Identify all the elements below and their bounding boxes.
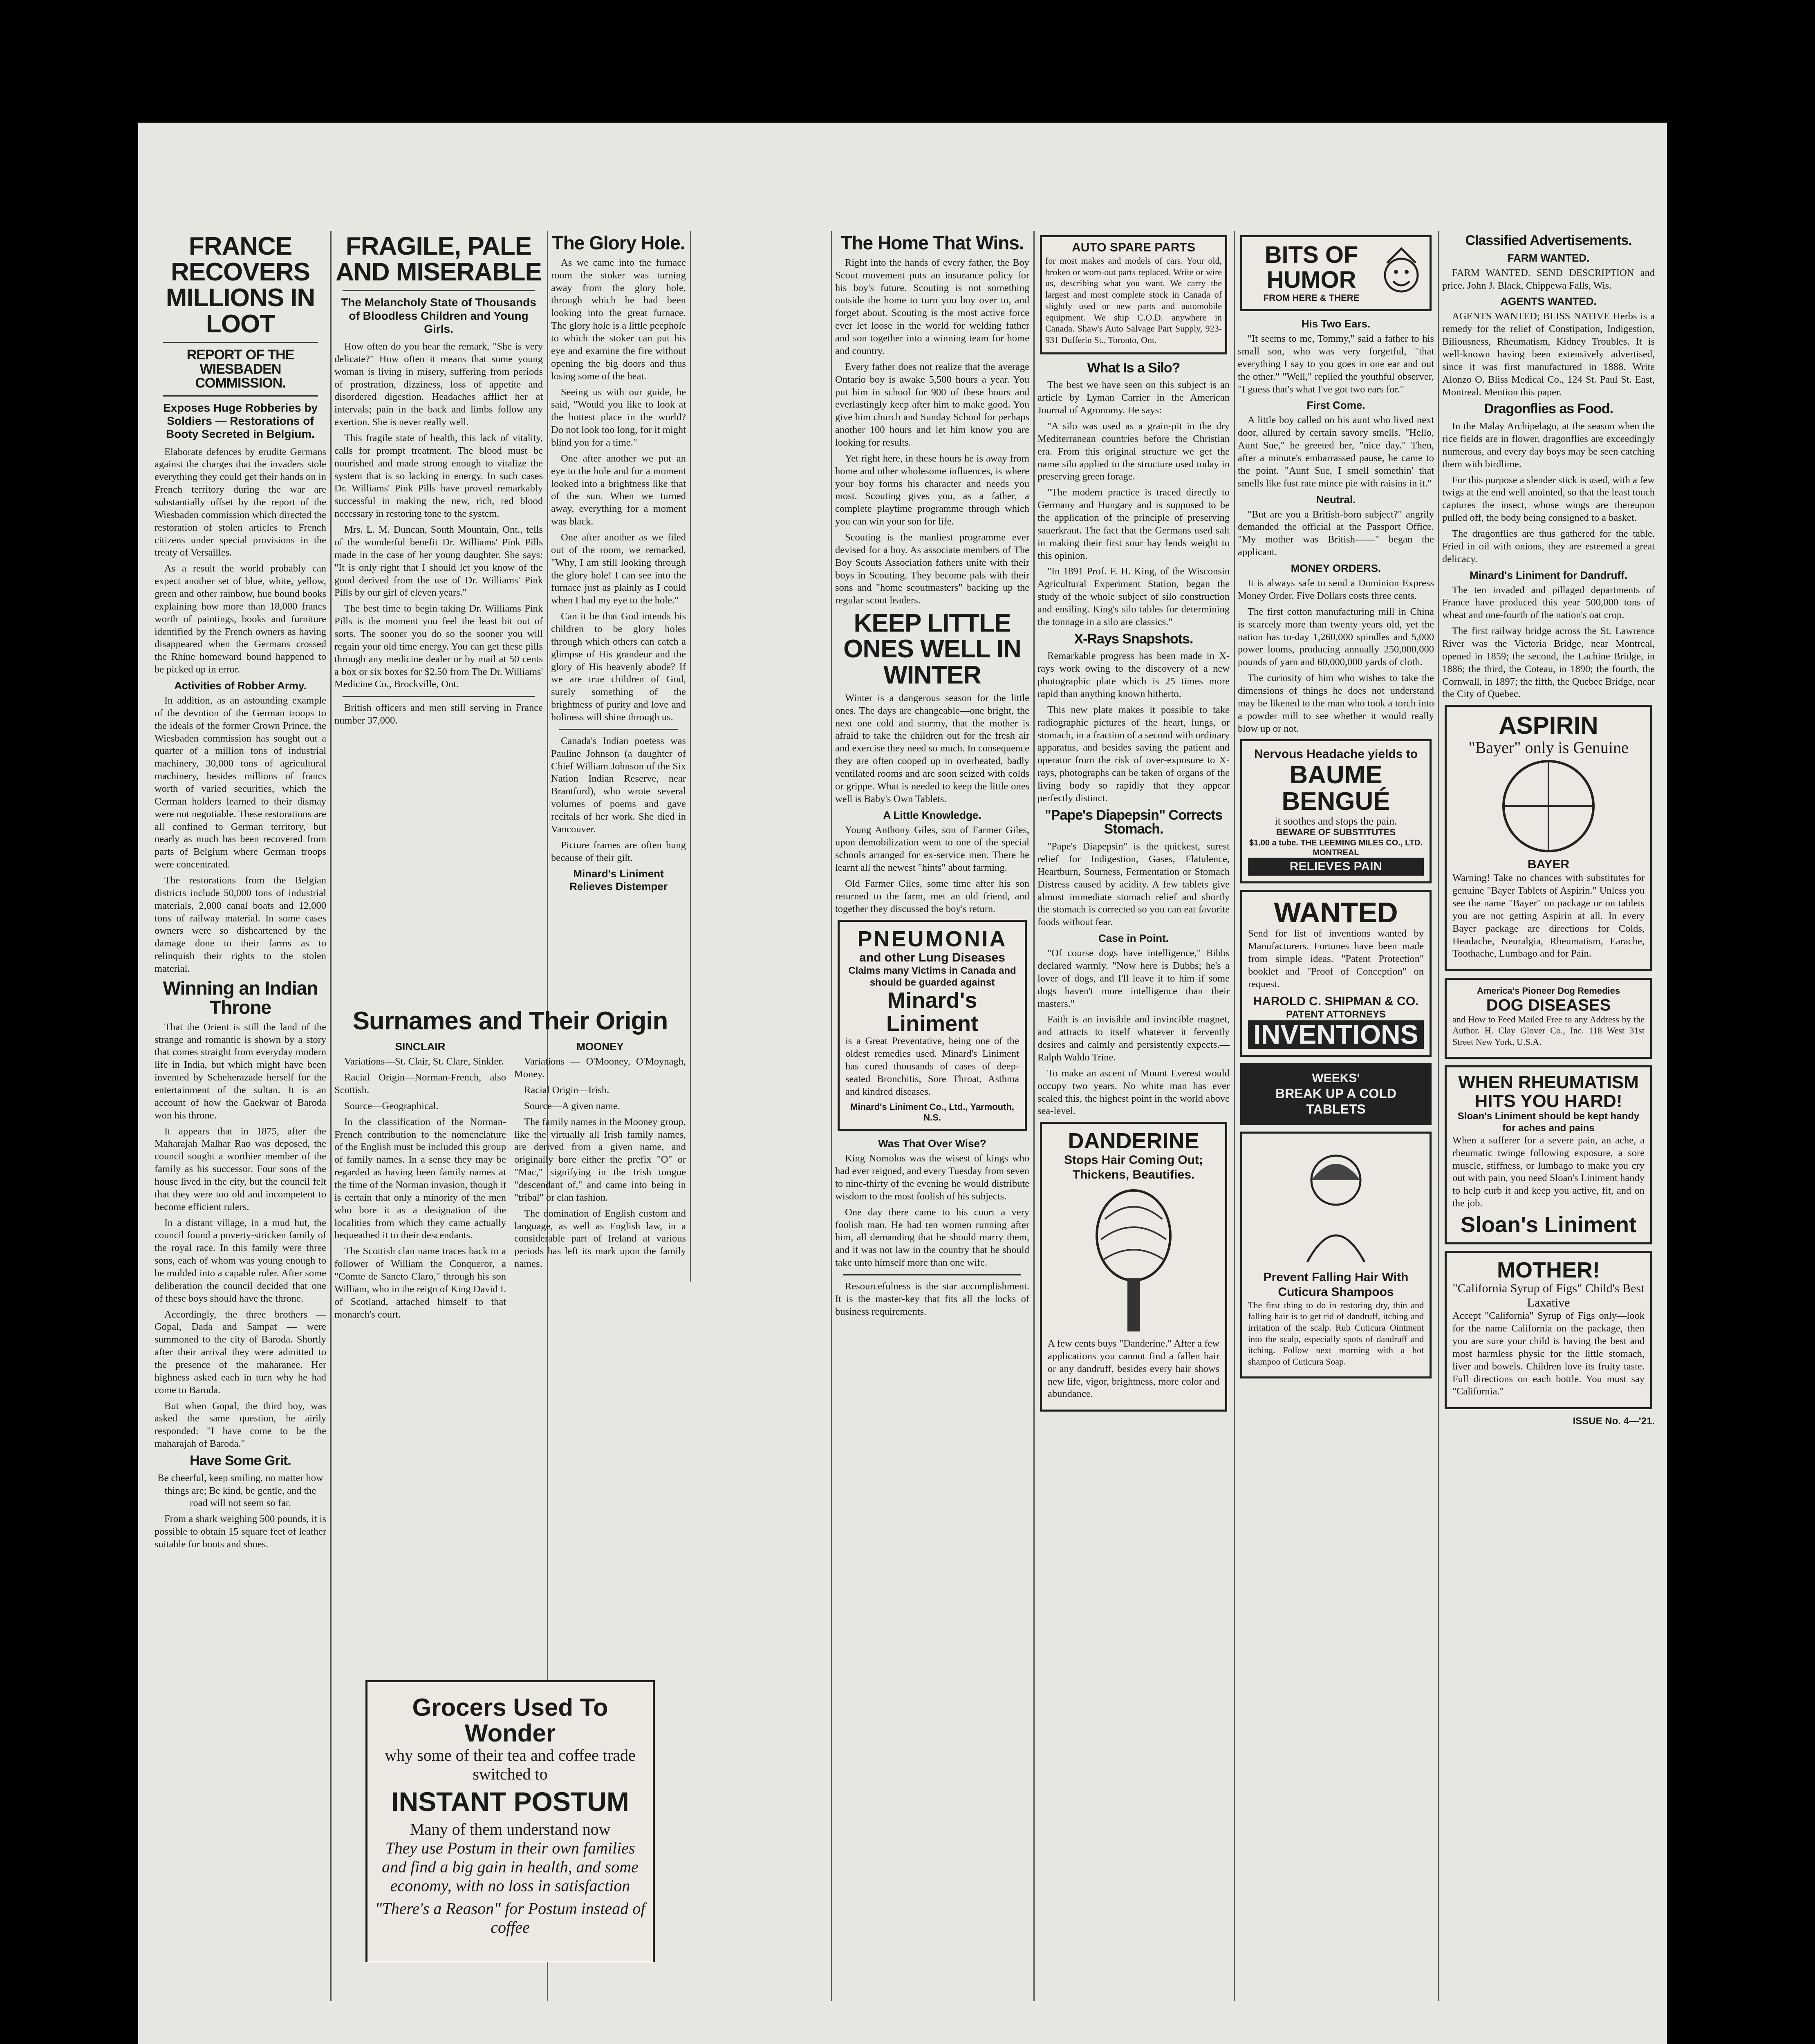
woman-illustration [1275, 1143, 1397, 1266]
ad-text: Warning! Take no chances with substitutes for genuine "Bayer Tablets of Aspirin." Unless you see the name "Bayer" on package or on tablets you are not getting Aspirin at all. In every Bayer package are directions for Colds, Headache, Neuralgia, Rheumatism, Earache, Toothache, Lumbago and for Pain. [1452, 872, 1645, 959]
article-paragraph: One day there came to his court a very foolish man. He had ten women running after him, all demanding that he should marry them, and it was not law in the country that he should take unto himself more than one wife. [835, 1206, 1029, 1269]
classified-section: AGENTS WANTED. [1500, 295, 1597, 308]
headline-surnames: Surnames and Their Origin [352, 1007, 668, 1035]
bits-of-humor-banner [1240, 235, 1432, 311]
deck-fragile: The Melancholy State of Thousands of Bloodless Children and Young Girls. [341, 296, 536, 335]
article-paragraph: Resourcefulness is the star accomplishment. It is the master-key that fits all the locks of business requirements. [835, 1281, 1029, 1317]
headline-diapepsin: "Pape's Diapepsin" Corrects Stomach. [1044, 807, 1223, 837]
article-paragraph: A little boy called on his aunt who lived next door, allured by certain savory smells. "Hello, Aunt Sue," he greeted her, "nice day." Then, after a minute's embarrassed pause, he came to the point. "Aunt Sue, I smell somethin' that smells like fust rate mince pie with raisins in it." [1238, 415, 1434, 489]
ad-text: Nervous Headache yields to [1254, 747, 1418, 761]
ad-text: Sloan's Liniment should be kept handy for aches and pains [1457, 1111, 1640, 1134]
weeks-ad [1240, 1063, 1432, 1125]
newspaper-page [138, 123, 1667, 2044]
column-rule [690, 231, 691, 1282]
article-paragraph: Picture frames are often hung because of their gilt. [551, 839, 686, 863]
article-paragraph: The first railway bridge across the St. Lawrence River was the Victoria Bridge, near Montreal, opened in 1859; the second, the Lachine Bridge, in 1886; the third, the Coteau, in 1890; the fourth, the Cornwall, in 1897; the fifth, the Quebec Bridge, near the City of Quebec. [1442, 625, 1655, 700]
sloans-ad [1445, 1065, 1652, 1244]
ad-text: America's Pioneer Dog Remedies [1477, 986, 1620, 996]
surname-variations: Variations—St. Clair, St. Clare, Sinkler. [344, 1056, 504, 1067]
surnames-article [334, 1006, 686, 1672]
article-paragraph: "But are you a British-born subject?" angrily demanded the official at the Passport Office. "My mother was British——" began the applicant. [1238, 509, 1434, 558]
poem: Be cheerful, keep smiling, no matter how things are; Be kind, be gentle, and the road will not seem so far. [157, 1472, 323, 1509]
article-paragraph: Elaborate defences by erudite Germans against the charges that the invaders stole everything they could get their hands on in French territory during the war are substantially offset by the report of the Wiesbaden commission which directed the restoration of stolen articles to French citizens under special provisions in the treaty of Versailles. [155, 446, 326, 558]
hair-brush-illustration [1072, 1186, 1195, 1334]
ad-text: $1.00 a tube. THE LEEMING MILES CO., LTD. MONTREAL [1249, 838, 1423, 857]
aspirin-ad [1445, 705, 1652, 971]
cuticura-ad [1240, 1132, 1432, 1378]
surname-origin: Racial Origin—Irish. [524, 1084, 609, 1096]
bayer-cross-icon [1499, 757, 1598, 855]
article-paragraph: One after another we put an eye to the hole and for a moment looked into a brightness like that of the sun. When we turned away, everything for a moment was black. [551, 453, 686, 527]
dog-diseases-ad [1445, 978, 1652, 1059]
ad-slogan: "There's a Reason" for Postum instead of coffee [375, 1899, 645, 1937]
headline-indian-throne: Winning an Indian Throne [163, 977, 318, 1018]
headline-fragile: FRAGILE, PALE AND MISERABLE [336, 232, 542, 287]
article-paragraph: Mrs. L. M. Duncan, South Mountain, Ont., tells of the wonderful benefit Dr. Williams' Pink Pills made in the case of her young daughter. She says: "It is only right that I should let you know of the good derived from the use of Dr. Williams' Pink Pills by our girl of eleven years." [334, 524, 543, 598]
ad-text: BREAK UP A COLD TABLETS [1275, 1086, 1396, 1117]
ad-brand: INSTANT POSTUM [391, 1786, 629, 1817]
patent-ad [1240, 890, 1432, 1057]
banner-title: BITS OF HUMOR [1264, 242, 1358, 293]
column-2 [334, 231, 543, 1004]
article-paragraph: This fragile state of health, this lack of vitality, calls for prompt treatment. The blood must be nourished and made strong enough to vitalize the system that is so lacking in energy. In such cases Dr. Williams' Pink Pills have proved remarkably successful in making the new, rich, red blood necessary in restoring tone to the system. [334, 433, 543, 520]
ad-text: it soothes and stops the pain. [1275, 815, 1397, 827]
subhead: A Little Knowledge. [883, 809, 981, 821]
article-paragraph: Seeing us with our guide, he said, "Would you like to look at the hottest place in the world? Do not look too long, for it might blind you for a time." [551, 386, 686, 448]
footer-minard: Minard's Liniment Relieves Distemper [569, 867, 668, 893]
article-paragraph: King Nomolos was the wisest of kings who had ever reigned, and every Tuesday from seven to nine-thirty of the evening he would distribute wisdom to the most foolish of his subjects. [835, 1153, 1029, 1202]
ad-text: Claims many Victims in Canada and should be guarded against [848, 965, 1016, 988]
subhead: Neutral. [1316, 493, 1356, 506]
ad-title: WHEN RHEUMATISM HITS YOU HARD! [1458, 1072, 1639, 1112]
article-paragraph: This new plate makes it possible to take radiographic pictures of the heart, lungs, or stomach, in a fraction of a second with ordinary apparatus, and besides saving the patient and operator from the risk of over-exposure to X-rays, photographs can be taken of organs of the living body so rapidly that they appear perfectly distinct. [1037, 704, 1230, 804]
ad-text: A few cents buys "Danderine." After a few applications you cannot find a fallen hair or any dandruff, besides every hair shows new life, vigor, brightness, more color and abundance. [1048, 1338, 1219, 1400]
article-paragraph: To make an ascent of Mount Everest would occupy two years. No white man has ever scaled this, the highest point in the world above sea-level. [1037, 1067, 1230, 1117]
footer-minard: Minard's Liniment for Dandruff. [1469, 569, 1628, 581]
surname-variations: Variations — O'Mooney, O'Moynagh, Money. [514, 1056, 686, 1080]
ad-text: Many of them understand now [410, 1820, 611, 1839]
article-paragraph: Yet right here, in these hours he is away from home and other wholesome influences, is where your boy forms his character and needs you most. Scouting gives you, as a father, a complete playtime programme through which you can win your son for life. [835, 453, 1029, 527]
column-7 [1442, 231, 1655, 2001]
article-paragraph: Every father does not realize that the average Ontario boy is awake 5,500 hours a year. You put him in school for 900 of these hours and everlastingly keep after him to make good. You give him church and Sunday School for perhaps another 100 hours and let him know you are looking for results. [835, 361, 1029, 448]
surname-source: Source—A given name. [524, 1100, 620, 1112]
article-paragraph: "Of course dogs have intelligence," Bibbs declared warmly. "Now here is Dubbs; he's a lover of dogs, and I'll leave it to him if some dogs haven't more intelligence than their masters." [1037, 948, 1230, 1009]
ad-brand: BAUME BENGUÉ [1282, 761, 1390, 816]
article-paragraph: Scouting is the manliest programme ever devised for a boy. As associate members of The Boy Scouts Association fathers unite with their boys in Scouting. They become pals with their sons and "home scoutmasters" backing up the regular scout leaders. [835, 531, 1029, 606]
classified-ad: FARM WANTED. SEND DESCRIPTION and price. John J. Black, Chippewa Falls, Wis. [1442, 267, 1655, 291]
ad-title: PNEUMONIA [857, 926, 1007, 951]
surname-sinclair: SINCLAIR [395, 1040, 446, 1053]
ad-text: and other Lung Diseases [859, 951, 1005, 965]
ad-title: AUTO SPARE PARTS [1072, 241, 1195, 254]
headline-silo: What Is a Silo? [1087, 360, 1180, 376]
article-paragraph: As we came into the furnace room the stoker was turning away from the glory hole, through which he had been looking into the great furnace. The glory hole is a little peephole to which the stoker can put his eye and examine the fire without opening the big doors and thus losing some of the heat. [551, 257, 686, 382]
surname-origin: Racial Origin—Norman-French, also Scottish. [334, 1072, 506, 1096]
column-rule [831, 231, 832, 2001]
article-paragraph: But when Gopal, the third boy, was asked the same question, he airily responded: "I have come to be the maharajah of Baroda." [155, 1400, 326, 1450]
article-paragraph: The ten invaded and pillaged departments of France have produced this year 500,000 tons of wheat and one-fourth of the nation's oat crop. [1442, 584, 1655, 621]
article-paragraph: Remarkable progress has been made in X-rays work owing to the discovery of a new photographic plate which is 25 times more rapid than anything known hitherto. [1037, 650, 1230, 699]
article-paragraph: Can it be that God intends his children to be glory holes through which others can catch a glimpse of His grandeur and the glory of His heavenly abode? If we are true children of God, surely something of the brightness of purity and love and holiness will shine through us. [551, 611, 686, 723]
postum-ad [363, 1676, 657, 1962]
ad-text: BEWARE OF SUBSTITUTES [1276, 827, 1396, 838]
ad-title: Prevent Falling Hair With Cuticura Shampoos [1263, 1270, 1409, 1299]
subhead: MONEY ORDERS. [1291, 562, 1381, 575]
article-paragraph: The dragonflies are thus gathered for the table. Fried in oil with onions, they are esteemed a great delicacy. [1442, 528, 1655, 565]
ad-text: Accept "California" Syrup of Figs only—look for the name California on the package, then you are sure your child is having the best and most harmless physic for the little stomach, liver and bowels. Children love its fruity taste. Full directions on each bottle. You must say "California." [1452, 1310, 1645, 1397]
article-paragraph: One after another as we filed out of the room, we remarked, "Why, I am still looking through the glory hole! I can see into the furnace just as plainly as I could when I had my eye to the hole." [551, 531, 686, 606]
column-rule [1033, 231, 1035, 2001]
ad-title: Grocers Used To Wonder [412, 1694, 608, 1747]
column-rule [1234, 231, 1235, 2001]
ad-text: Stops Hair Coming Out; Thickens, Beautifies. [1064, 1153, 1203, 1181]
ad-text: is a Great Preventative, being one of the oldest remedies used. Minard's Liniment has cured thousands of cases of deep-seated Bronchitis, Sore Throat, Asthma and kindred diseases. [845, 1035, 1019, 1097]
article-paragraph: The domination of English custom and language, as well as English law, in a considerable part of Ireland at various periods has left its mark upon the family names. [514, 1208, 686, 1270]
column-4 [835, 231, 1029, 2001]
article-paragraph: The restorations from the Belgian districts include 50,000 tons of industrial materials, 2,000 canal boats and 12,000 tons of railway material. In some cases owners were so disheartened by the damage done to their farms as to relinquish their rights to the stolen material. [155, 875, 326, 975]
article-paragraph: "Pape's Diapepsin" is the quickest, surest relief for Indigestion, Gases, Flatulence, Heartburn, Sourness, Fermentation or Stomach Distress caused by acidity. A few tablets give almost immediate stomach relief and shortly the stomach is corrected so you can eat favorite foods without fear. [1037, 841, 1230, 928]
article-paragraph: For this purpose a slender stick is used, with a few twigs at the end well anointed, so that the least touch captures the insect, whose wings are thereupon pulled off, the body being consigned to a basket. [1442, 474, 1655, 524]
california-figs-ad [1445, 1251, 1652, 1410]
headline-keep-little-ones: KEEP LITTLE ONES WELL IN WINTER [843, 609, 1021, 689]
classified-ad: AGENTS WANTED; BLISS NATIVE Herbs is a remedy for the relief of Constipation, Indigestion, Biliousness, Rheumatism, Kidney Troubles. It is well-known having been extensively advertised, since it was first manufactured in 1888. Write Alonzo O. Bliss Medical Co., 124 St. Paul St. East, Montreal. Mention this paper. [1442, 311, 1655, 398]
ad-title: DOG DISEASES [1486, 996, 1611, 1014]
article-paragraph: The Scottish clan name traces back to a follower of William the Conqueror, a "Comte de Sancto Claro," through his son William, who in the reign of King David I. of Scotland, attached himself to that monarch's court. [334, 1246, 506, 1320]
pneumonia-ad [838, 920, 1027, 1131]
article-paragraph: The curiosity of him who wishes to take the dimensions of things he does not understand may be likened to the man who took a torch into a powder mill to see whether it would really blow up or not. [1238, 672, 1434, 734]
headline-xrays: X-Rays Snapshots. [1074, 631, 1193, 647]
article-paragraph: Canada's Indian poetess was Pauline Johnson (a daughter of Chief William Johnson of the Six Nation Indian Reserve, near Brantford), who wrote several volumes of poems and gave recitals of her work. She died in Vancouver. [551, 735, 686, 835]
subhead: Was That Over Wise? [878, 1137, 986, 1150]
article-paragraph: "In 1891 Prof. F. H. King, of the Wisconsin Agricultural Experiment Station, began the study of the whole subject of silo construction and ensiling. King's silo tables for determining the tonnage in a silo are classics." [1037, 566, 1230, 628]
article-paragraph: "A silo was used as a grain-pit in the dry Mediterranean countries before the Christian era. From this original structure we get the name silo applied to the structure used today in preserving green forage. [1037, 421, 1230, 482]
ad-title: INVENTIONS [1248, 1020, 1424, 1049]
article-paragraph: How often do you hear the remark, "She is very delicate?" How often it means that some young woman is living in misery, suffering from periods of prostration, dizziness, loss of appetite and disordered digestion. Headaches afflict her at intervals; pain in the back and limbs follow any exertion. She is never really well. [334, 341, 543, 428]
article-paragraph: As a result the world probably can expect another set of blue, white, yellow, green and other rainbow, hue bound books explaining how more than 18,000 francs worth of paintings, books and furniture identified by the French owners as having disappeared when the Germans crossed the Rhine homeward bound happened to be picked up in error. [155, 563, 326, 675]
article-paragraph: In a distant village, in a mud hut, the council found a poverty-stricken family of the royal race. In this family were three sons, each of whom was young enough to be molded into a capable ruler. After some deliberation the council decided that one of these boys should have the throne. [155, 1217, 326, 1304]
article-paragraph: From a shark weighing 500 pounds, it is possible to obtain 15 square feet of leather suitable for boots and shoes. [155, 1513, 326, 1550]
deck-france: Exposes Huge Robberies by Soldiers — Restorations of Booty Secreted in Belgium. [163, 401, 318, 441]
column-rule [330, 231, 332, 2001]
ad-text: They use Postum in their own families and find a big gain in health, and some economy, with no loss in satisfaction [382, 1839, 639, 1895]
ad-text: The first thing to do in restoring dry, thin and falling hair is to get rid of dandruff, itching and irritation of the scalp. Rub Cuticura Ointment into the scalp, especially spots of dandruff and itching. Follow next morning with a hot shampoo of Cuticura Soap. [1248, 1300, 1424, 1367]
ad-brand: Sloan's Liniment [1461, 1212, 1636, 1237]
column-5 [1037, 231, 1230, 2001]
column-3 [551, 231, 686, 1004]
auto-parts-ad [1040, 235, 1227, 354]
classified-title: Classified Advertisements. [1465, 233, 1632, 248]
ad-title: WANTED [1274, 896, 1398, 928]
ad-title: MOTHER! [1497, 1257, 1600, 1282]
ad-text: RELIEVES PAIN [1248, 858, 1424, 876]
article-paragraph: Young Anthony Giles, son of Farmer Giles, upon demobilization went to one of the special schools arranged for ex-service men. There he learnt all the newest "hints" about farming. [835, 824, 1029, 874]
subhead: Case in Point. [1098, 932, 1169, 945]
ad-title: DANDERINE [1068, 1129, 1199, 1154]
ad-text: why some of their tea and coffee trade switched to [385, 1746, 636, 1783]
article-paragraph: Right into the hands of every father, the Boy Scout movement puts an insurance policy for his boy's future. Scouting is not something outside the home to turn you boy over to, and forget about. Scouting is the most active force ever let loose in the world for welding father and son together into a winning team for home and country. [835, 257, 1029, 356]
article-paragraph: "The modern practice is traced directly to Germany and Hungary and is supposed to be the application of the principle of preserving sauerkraut. The fact that the Germans used salt in making their first sour hay lends weight to this opinion. [1037, 487, 1230, 561]
classified-section: FARM WANTED. [1507, 251, 1590, 264]
article-paragraph: British officers and men still serving in France number 37,000. [334, 702, 543, 726]
article-paragraph: In the Malay Archipelago, at the season when the rice fields are in flower, dragonflies are exceedingly numerous, and every day boys may be seen catching them with birdlime. [1442, 421, 1655, 470]
ad-text: Send for list of inventions wanted by Manufacturers. Fortunes have been made from simple ideas. "Patent Protection" booklet and "Proof of Conception" on request. [1248, 928, 1424, 990]
article-paragraph: Accordingly, the three brothers — Gopal, Dada and Sampat — were summoned to the city of Baroda. Shortly after their arrival they were admitted to the presence of the maharanee. Her highness asked each in turn why he had come to Baroda. [155, 1309, 326, 1396]
ad-text: "California Syrup of Figs" Child's Best Laxative [1452, 1282, 1645, 1309]
issue-number: ISSUE No. 4—'21. [1573, 1416, 1655, 1427]
ad-text: Minard's Liniment Co., Ltd., Yarmouth, N.S. [850, 1101, 1014, 1123]
column-rule [1438, 231, 1439, 2001]
ad-text: "Bayer" only is Genuine [1468, 738, 1629, 757]
jester-icon [1379, 247, 1424, 300]
article-paragraph: That the Orient is still the land of the strange and romantic is shown by a story that comes straight from everyday modern life in India, but which might have been invented by Scheherazade herself for the entertainment of the sultan. It is an account of how the Gaekwar of Baroda won his throne. [155, 1021, 326, 1121]
subhead-wiesbaden: REPORT OF THE WIESBADEN COMMISSION. [186, 347, 294, 391]
ad-brand: WEEKS' [1312, 1071, 1360, 1085]
ad-text: for most makes and models of cars. Your old, broken or worn-out parts replaced. Write or wire us, describing what you want. We carry the largest and most complete stock in Canada of slightly used or new parts and automobile equipment. We ship C.O.D. anywhere in Canada. Shaw's Auto Salvage Part Supply, 923-931 Dufferin St., Toronto, Ont. [1045, 256, 1222, 345]
subhead: First Come. [1306, 399, 1365, 412]
surname-mooney: MOONEY [576, 1040, 624, 1053]
surname-source: Source—Geographical. [344, 1100, 439, 1112]
article-paragraph: The first cotton manufacturing mill in China is scarcely more than twenty years old, yet the nation has to-day 1,260,000 spindles and 5,000 power looms, producing annually 250,000,000 pounds of yarn and 60,000,000 yards of cloth. [1238, 606, 1434, 668]
headline-grit: Have Some Grit. [190, 1453, 291, 1469]
baume-bengue-ad [1240, 739, 1432, 883]
article-paragraph: The family names in the Mooney group, like the virtually all Irish family names, are derived from a given name, and originally bore either the prefix "O" or "Mac," signifying in the Irish tongue "descendant of," and came into being in "tribal" or clan fashion. [514, 1116, 686, 1203]
headline-glory-hole: The Glory Hole. [552, 232, 685, 253]
ad-text: and How to Feed Mailed Free to any Address by the Author. H. Clay Glover Co., Inc. 118 West 31st Street New York, U.S.A. [1452, 1014, 1645, 1047]
ad-text: PATENT ATTORNEYS [1286, 1009, 1386, 1020]
ad-brand: ASPIRIN [1499, 712, 1598, 740]
headline-france: FRANCE RECOVERS MILLIONS IN LOOT [166, 232, 315, 338]
article-paragraph: Winter is a dangerous season for the little ones. The days are changeable—one bright, the next one cold and stormy, that the mother is afraid to take the children out for the fresh air and exercise they need so much. In consequence they are often cooped up in overheated, badly ventilated rooms and are soon seized with colds or grippe. What is needed to keep the little ones well is Baby's Own Tablets. [835, 692, 1029, 805]
article-paragraph: The best we have seen on this subject is an article by Lyman Carrier in the American Journal of Agronomy. He says: [1037, 379, 1230, 416]
subhead: Activities of Robber Army. [174, 679, 307, 692]
article-paragraph: "It seems to me, Tommy," said a father to his small son, who was very forgetful, "that everything I say to you goes in one ear and out the other." "Well," replied the youthful observer, "I guess that's what I've got two ears for." [1238, 333, 1434, 395]
article-paragraph: Old Farmer Giles, some time after his son returned to the farm, met an old friend, and together they discussed the boy's return. [835, 878, 1029, 914]
article-paragraph: Faith is an invisible and invincible magnet, and attracts to itself whatever it fervently desires and calmly and persistently expects.—Ralph Waldo Trine. [1037, 1014, 1230, 1063]
article-paragraph: In addition, as an astounding example of the devotion of the German troops to the ideals of the former Crown Prince, the Wiesbaden commission has sought out a quarter of a million tons of industrial machinery, 30,000 tons of agricultural machinery, besides millions of francs worth of varied securities, which the German holders learned to their dismay were not negotiable. These restorations are all confined to German territory, but nearly as much has been recovered from parts of Belgium where German troops were concentrated. [155, 695, 326, 870]
ad-brand: Minard's Liniment [886, 988, 978, 1036]
article-paragraph: In the classification of the Norman-French contribution to the nomenclature of the English must be included this group of family names. In a sense they may be regarded as having been family names at the time of the Norman invasion, though it is certain that only a minority of the men who bore it as a designation of the localities from which they came actually bequeathed it to their descendants. [334, 1116, 506, 1241]
article-paragraph: It is always safe to send a Dominion Express Money Order. Five Dollars costs three cents. [1238, 578, 1434, 601]
column-6 [1238, 231, 1434, 2001]
subhead: His Two Ears. [1301, 318, 1371, 330]
article-paragraph: The best time to begin taking Dr. Williams Pink Pills is the moment you feel the least bit out of sorts. The sooner you do so the sooner you will regain your old time energy. You can get these pills through any medicine dealer or by mail at 50 cents a box or six boxes for $2.50 from The Dr. Williams' Medicine Co., Brockville, Ont. [334, 603, 543, 690]
ad-text: BAYER [1527, 858, 1570, 872]
column-1 [155, 231, 326, 2001]
ad-text: HAROLD C. SHIPMAN & CO. [1253, 994, 1419, 1008]
banner-subtitle: FROM HERE & THERE [1263, 292, 1360, 303]
ad-text: When a sufferer for a severe pain, an ache, a rheumatic twinge following exposure, a sore muscle, stiffness, or lumbago to make you cry out with pain, you need Sloan's Liniment handy to help curb it and keep you active, fit, and on the job. [1452, 1134, 1645, 1209]
headline-dragonflies: Dragonflies as Food. [1483, 401, 1613, 417]
danderine-ad [1040, 1122, 1227, 1412]
article-paragraph: It appears that in 1875, after the Maharajah Malhar Rao was deposed, the council sought a worthier member of the family as his successor. Four sons of the house lived in the city, but the council felt that they were too old and incompetent to become efficient rulers. [155, 1125, 326, 1213]
headline-home-wins: The Home That Wins. [840, 232, 1024, 253]
